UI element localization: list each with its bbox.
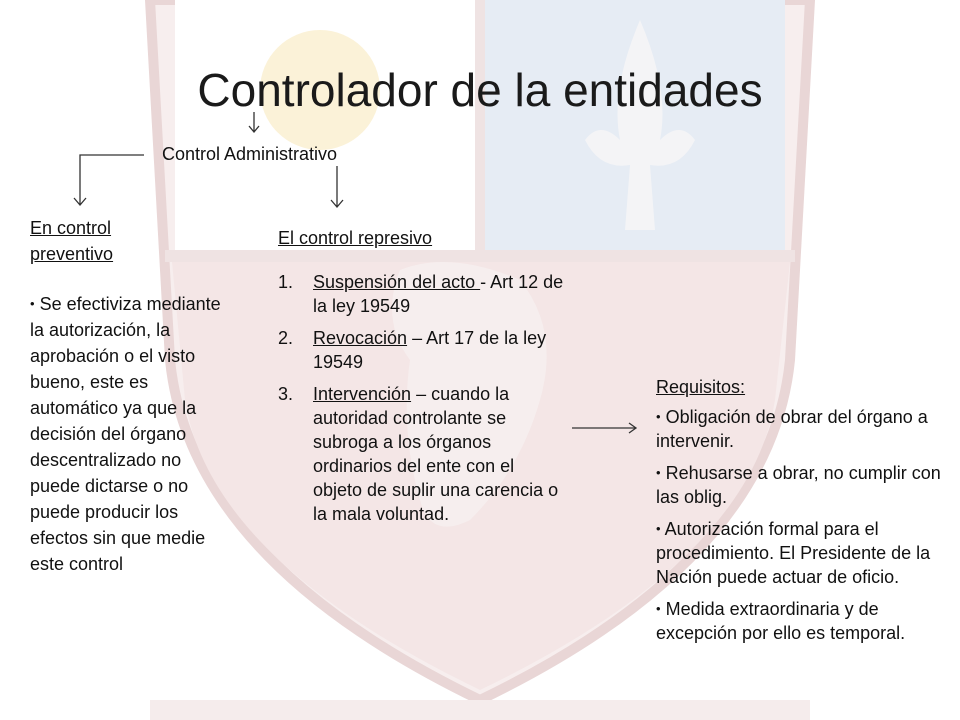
list-item-text: – Art 17 de la ley 19549 bbox=[313, 328, 547, 372]
list-item bbox=[656, 461, 956, 509]
list-item-key: Intervención bbox=[313, 384, 412, 404]
down-arrow-icon bbox=[249, 112, 259, 132]
list-item bbox=[656, 405, 956, 453]
preventive-control-section bbox=[30, 215, 230, 577]
list-item-text: - Art 12 de la ley 19549 bbox=[313, 272, 564, 316]
requirement-text: Rehusarse a obrar, no cumplir con las oblig. bbox=[656, 463, 941, 507]
requirement-text: Obligación de obrar del órgano a intervenir. bbox=[656, 407, 928, 451]
list-item-key: Revocación bbox=[313, 328, 408, 348]
bullet-icon: • bbox=[656, 465, 661, 480]
list-number: 1. bbox=[278, 272, 294, 292]
list-item-text: – cuando la autoridad controlante se subroga a los órganos ordinarios del ente con el objeto de suplir una carencia o la mala voluntad. bbox=[313, 384, 559, 524]
repressive-heading: El control represivo bbox=[278, 228, 433, 248]
list-item-key: Suspensión del acto bbox=[313, 272, 481, 292]
preventive-heading: En control preventivo bbox=[30, 218, 114, 264]
list-item bbox=[278, 270, 568, 318]
connector-middle-icon bbox=[331, 166, 343, 207]
right-arrow-icon bbox=[572, 423, 636, 433]
list-number: 3. bbox=[278, 384, 294, 404]
requirements-section bbox=[656, 375, 956, 653]
list-item bbox=[656, 517, 956, 589]
list-item bbox=[278, 326, 568, 374]
bullet-icon: • bbox=[656, 409, 661, 424]
slide-title: Controlador de la entidades bbox=[197, 64, 763, 116]
preventive-bullet bbox=[30, 291, 230, 577]
bullet-icon: • bbox=[30, 296, 35, 311]
connector-left-icon bbox=[74, 155, 144, 205]
list-item bbox=[278, 382, 568, 526]
list-item bbox=[656, 597, 956, 645]
requirement-text: Autorización formal para el procedimiento. El Presidente de la Nación puede actuar de oficio. bbox=[656, 519, 931, 587]
bullet-icon: • bbox=[656, 601, 661, 616]
bullet-icon: • bbox=[656, 521, 661, 536]
requirement-text: Medida extraordinaria y de excepción por ello es temporal. bbox=[656, 599, 906, 643]
list-number: 2. bbox=[278, 328, 294, 348]
preventive-bullet-text: Se efectiviza mediante la autorización, la aprobación o el visto bueno, este es automático ya que la decisión del órgano descentralizado no puede dictarse o no puede producir los efectos sin que medie este control bbox=[30, 294, 221, 574]
requirements-heading: Requisitos: bbox=[656, 377, 746, 397]
repressive-list bbox=[278, 270, 568, 526]
slide-subtitle: Control Administrativo bbox=[162, 144, 338, 164]
repressive-control-section bbox=[278, 226, 568, 534]
